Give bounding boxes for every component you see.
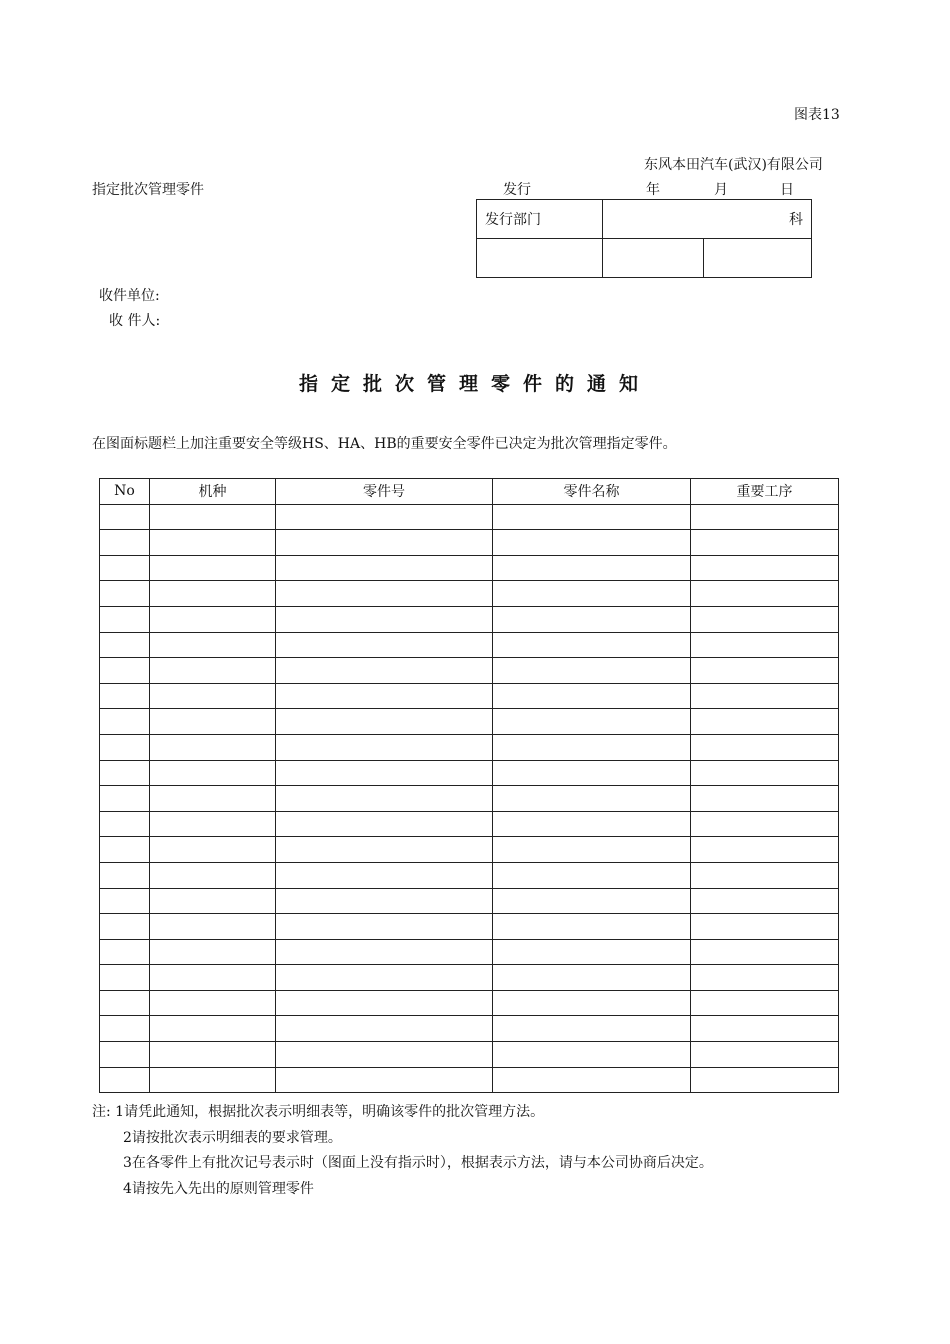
table-row	[100, 606, 839, 632]
col-header-no: No	[100, 479, 150, 505]
table-cell	[691, 658, 839, 684]
table-row	[100, 683, 839, 709]
table-cell	[276, 1067, 493, 1093]
table-cell	[100, 939, 150, 965]
table-cell	[276, 1016, 493, 1042]
table-cell	[150, 862, 276, 888]
table-cell	[691, 786, 839, 812]
date-year-label: 年	[646, 182, 660, 198]
table-cell	[150, 1042, 276, 1068]
table-row	[100, 990, 839, 1016]
table-cell	[100, 555, 150, 581]
table-cell	[493, 990, 691, 1016]
table-cell	[493, 709, 691, 735]
notice-title: 指定批次管理零件的通知	[298, 373, 651, 395]
table-cell	[691, 734, 839, 760]
table-cell	[691, 888, 839, 914]
table-cell	[100, 965, 150, 991]
table-cell	[150, 581, 276, 607]
table-cell	[493, 862, 691, 888]
table-cell	[691, 939, 839, 965]
table-cell	[493, 658, 691, 684]
table-cell	[150, 709, 276, 735]
table-row	[100, 504, 839, 530]
table-cell	[691, 811, 839, 837]
section-field: 科	[603, 200, 812, 239]
table-cell	[150, 965, 276, 991]
table-cell	[150, 1067, 276, 1093]
table-cell	[691, 1016, 839, 1042]
table-header-row	[100, 479, 839, 505]
table-cell	[691, 709, 839, 735]
date-day-label: 日	[780, 182, 794, 198]
date-month-label: 月	[714, 182, 728, 198]
col-header-part-name: 零件名称	[493, 479, 691, 505]
table-cell	[691, 837, 839, 863]
table-cell	[276, 862, 493, 888]
table-cell	[691, 555, 839, 581]
table-cell	[100, 862, 150, 888]
table-cell	[150, 632, 276, 658]
table-cell	[100, 658, 150, 684]
table-cell	[493, 1042, 691, 1068]
table-cell	[150, 683, 276, 709]
recipient-unit-label: 收件单位:	[99, 288, 160, 304]
note-text: 1请凭此通知，根据批次表示明细表等，明确该零件的批次管理方法。	[115, 1104, 545, 1120]
table-cell	[691, 1067, 839, 1093]
table-cell	[100, 734, 150, 760]
table-cell	[100, 1016, 150, 1042]
figure-label: 图表13	[794, 107, 840, 123]
table-cell	[150, 606, 276, 632]
table-cell	[276, 837, 493, 863]
table-cell	[150, 786, 276, 812]
table-cell	[276, 632, 493, 658]
table-cell	[150, 734, 276, 760]
table-cell	[276, 658, 493, 684]
table-cell	[100, 606, 150, 632]
table-cell	[276, 555, 493, 581]
notes-prefix: 注:	[92, 1104, 111, 1120]
table-cell	[691, 760, 839, 786]
table-row	[100, 632, 839, 658]
table-row	[100, 658, 839, 684]
table-cell	[276, 683, 493, 709]
table-cell	[276, 811, 493, 837]
table-row	[100, 555, 839, 581]
table-cell	[691, 530, 839, 556]
table-cell	[691, 504, 839, 530]
table-cell	[691, 990, 839, 1016]
table-cell	[276, 760, 493, 786]
table-cell	[691, 862, 839, 888]
notes	[92, 1100, 713, 1202]
table-row	[100, 914, 839, 940]
table-cell	[276, 709, 493, 735]
table-cell	[100, 760, 150, 786]
table-cell	[276, 530, 493, 556]
table-row	[100, 939, 839, 965]
table-cell	[493, 837, 691, 863]
table-cell	[493, 555, 691, 581]
approval-cell-2	[603, 239, 704, 278]
table-cell	[100, 1042, 150, 1068]
table-cell	[150, 555, 276, 581]
table-cell	[276, 504, 493, 530]
table-cell	[493, 632, 691, 658]
note-4: 4请按先入先出的原则管理零件	[123, 1180, 314, 1197]
table-cell	[493, 683, 691, 709]
table-cell	[100, 530, 150, 556]
table-row	[100, 811, 839, 837]
table-cell	[100, 632, 150, 658]
table-cell	[493, 606, 691, 632]
intro-text: 在图面标题栏上加注重要安全等级HS、HA、HB的重要安全零件已决定为批次管理指定零件。	[92, 436, 677, 452]
col-header-model: 机种	[150, 479, 276, 505]
table-row	[100, 530, 839, 556]
table-cell	[150, 530, 276, 556]
table-cell	[691, 965, 839, 991]
table-cell	[276, 606, 493, 632]
table-cell	[493, 734, 691, 760]
table-cell	[493, 965, 691, 991]
table-cell	[276, 786, 493, 812]
table-cell	[150, 504, 276, 530]
table-cell	[691, 1042, 839, 1068]
table-cell	[100, 709, 150, 735]
table-cell	[276, 990, 493, 1016]
table-cell	[276, 914, 493, 940]
table-cell	[150, 939, 276, 965]
table-cell	[493, 581, 691, 607]
recipient-person-label: 收 件人:	[109, 313, 161, 329]
table-row	[100, 1042, 839, 1068]
table-cell	[493, 811, 691, 837]
col-header-key-process: 重要工序	[691, 479, 839, 505]
table-row	[100, 581, 839, 607]
table-cell	[150, 760, 276, 786]
company-name: 东风本田汽车(武汉)有限公司	[644, 157, 823, 173]
table-cell	[100, 811, 150, 837]
table-cell	[150, 811, 276, 837]
table-cell	[691, 683, 839, 709]
table-row	[100, 760, 839, 786]
table-cell	[100, 786, 150, 812]
table-cell	[100, 683, 150, 709]
table-cell	[100, 1067, 150, 1093]
table-cell	[691, 606, 839, 632]
table-cell	[691, 914, 839, 940]
table-cell	[100, 914, 150, 940]
table-cell	[100, 581, 150, 607]
table-cell	[276, 888, 493, 914]
issue-label: 发行	[503, 182, 531, 198]
table-cell	[150, 837, 276, 863]
table-cell	[493, 1067, 691, 1093]
table-cell	[150, 658, 276, 684]
col-header-part-number: 零件号	[276, 479, 493, 505]
table-cell	[493, 1016, 691, 1042]
table-row	[100, 862, 839, 888]
table-cell	[150, 990, 276, 1016]
table-cell	[100, 990, 150, 1016]
note-1	[92, 1100, 713, 1126]
table-cell	[100, 888, 150, 914]
table-cell	[691, 581, 839, 607]
table-cell	[276, 734, 493, 760]
table-row	[100, 1067, 839, 1093]
table-cell	[150, 888, 276, 914]
document-subject: 指定批次管理零件	[92, 182, 204, 198]
table-row	[100, 734, 839, 760]
table-cell	[150, 1016, 276, 1042]
table-cell	[691, 632, 839, 658]
approval-cell-1	[477, 239, 603, 278]
table-row	[100, 786, 839, 812]
table-cell	[276, 965, 493, 991]
parts-table	[99, 478, 839, 1093]
approval-cell-3	[704, 239, 812, 278]
table-row	[100, 888, 839, 914]
table-row	[100, 1016, 839, 1042]
table-cell	[150, 914, 276, 940]
table-cell	[493, 939, 691, 965]
table-cell	[493, 760, 691, 786]
table-cell	[276, 939, 493, 965]
table-cell	[276, 1042, 493, 1068]
table-row	[100, 709, 839, 735]
table-cell	[276, 581, 493, 607]
note-2: 2请按批次表示明细表的要求管理。	[123, 1129, 342, 1146]
table-cell	[493, 504, 691, 530]
table-cell	[100, 837, 150, 863]
table-cell	[100, 504, 150, 530]
table-cell	[493, 888, 691, 914]
table-row	[100, 965, 839, 991]
table-cell	[493, 530, 691, 556]
table-row	[100, 837, 839, 863]
table-cell	[493, 914, 691, 940]
dept-label: 发行部门	[477, 200, 603, 239]
table-cell	[493, 786, 691, 812]
note-3: 3在各零件上有批次记号表示时（图面上没有指示时），根据表示方法，请与本公司协商后决定。	[123, 1155, 713, 1171]
issuing-dept-table	[476, 199, 812, 278]
